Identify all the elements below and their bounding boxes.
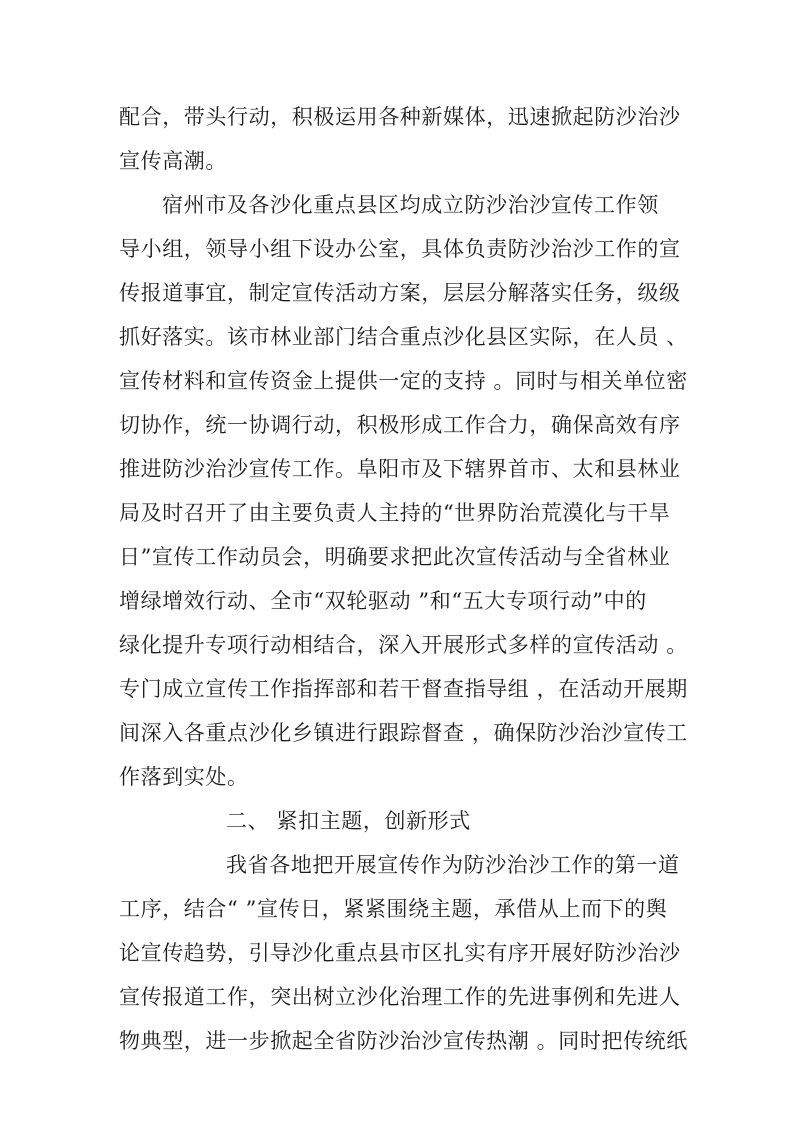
- text-line: 工序，结合“ ”宣传日，紧紧围绕主题，承借从上而下的舆: [119, 897, 668, 921]
- text-line: 增绿增效行动、全市“双轮驱动 ”和“五大专项行动”中的: [119, 589, 647, 613]
- text-line: 物典型，进一步掀起全省防沙治沙宣传热潮 。同时把传统纸: [119, 1029, 688, 1053]
- text-line: 绿化提升专项行动相结合，深入开展形式多样的宣传活动 。: [119, 633, 688, 657]
- text-line: 我省各地把开展宣传作为防沙治沙工作的第一道: [226, 853, 680, 877]
- text-line: 宣传高潮。: [119, 149, 227, 173]
- text-line: 作落到实处。: [119, 765, 249, 789]
- text-line: 宿州市及各沙化重点县区均成立防沙治沙宣传工作领: [162, 193, 659, 217]
- text-line: 间深入各重点沙化乡镇进行跟踪督查 ，确保防沙治沙宣传工: [119, 721, 688, 745]
- text-line: 宣传报道工作，突出树立沙化治理工作的先进事例和先进人: [119, 985, 681, 1009]
- text-line: 传报道事宜，制定宣传活动方案，层层分解落实任务，级级: [119, 281, 681, 305]
- text-line: 抓好落实。该市林业部门结合重点沙化县区实际，在人员 、: [119, 325, 688, 349]
- text-line: 局及时召开了由主要负责人主持的“世界防治荒漠化与干旱: [119, 501, 671, 525]
- text-line: 日”宣传工作动员会，明确要求把此次宣传活动与全省林业: [119, 545, 671, 569]
- text-line: 论宣传趋势，引导沙化重点县市区扎实有序开展好防沙治沙: [119, 941, 681, 965]
- section-heading: 二、 紧扣主题，创新形式: [226, 809, 471, 833]
- text-line: 切协作，统一协调行动，积极形成工作合力，确保高效有序: [119, 413, 681, 437]
- text-line: 导小组，领导小组下设办公室，具体负责防沙治沙工作的宣: [119, 237, 681, 261]
- text-line: 配合，带头行动，积极运用各种新媒体，迅速掀起防沙治沙: [119, 105, 681, 129]
- text-line: 推进防沙治沙宣传工作。阜阳市及下辖界首市、太和县林业: [119, 457, 681, 481]
- text-line: 专门成立宣传工作指挥部和若干督查指导组 ，在活动开展期: [119, 677, 688, 701]
- text-line: 宣传材料和宣传资金上提供一定的支持 。同时与相关单位密: [119, 369, 688, 393]
